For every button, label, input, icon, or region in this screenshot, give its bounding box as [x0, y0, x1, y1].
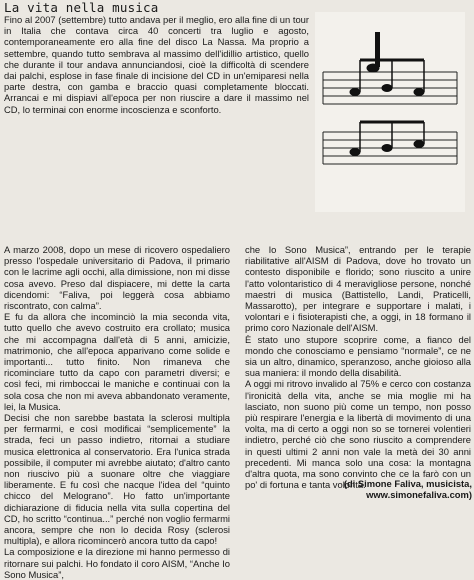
paragraph: La composizione e la direzione mi hanno permesso di ritornare sui palchi. Ho fondato il coro AISM, “Anche Io Sono Musica”,	[4, 546, 230, 580]
paragraph: E fu da allora che incominciò la mia seconda vita, tutto quello che avevo costruito era crollato; musica che mi accompagna dall'età di 5 anni, amicizie, matrimonio, che all'epoca apparivano come solide e importanti... tutto finito. Non rimaneva che ricominciare tutto da capo con parametri diversi; e così feci, mi rimboccai le maniche e continuai con la sola cosa che non mi aveva abbandonato veramente, lei, la Musica.	[4, 311, 230, 412]
paragraph: È stato uno stupore scoprire come, a fianco del mondo che conosciamo e pensiamo “normale”, ce ne sia un altro, dinamico, speranzoso, anche gioioso alla sua maniera: il mondo della disabilità.	[245, 333, 471, 379]
paragraph: Decisi che non sarebbe bastata la sclerosi multipla per fermarmi, e così modificai “semplicemente” la strada, feci un passo indietro, ritornai a studiare musica elettronica al conservatorio. Era l'unica strada possibile, il computer mi avrebbe aiutato; d'altro canto non riuscivo più a suonare oltre che viaggiare liberamente. E fu così che nacque l'idea del “quinto chicco del Melograno”. Ho fatto un'importante dichiarazione di fiducia nella vita sulla copertina del CD, ho scritto “continua...” perché non voglio fermarmi ancora, sempre che non lo decida Rosy (sclerosi multipla), e allora ricomincerò ancora tutto da capo!	[4, 412, 230, 547]
music-notation-icon	[315, 12, 465, 212]
paragraph: A marzo 2008, dopo un mese di ricovero ospedaliero presso l'ospedale universitario di Padova, il primario con le lacrime agli occhi, alla dimissione, non mi disse cosa avevo. Preso dal dispiacere, mi dette la carta dicendomi: “Faliva, poi leggerà cosa abbiamo riscontrato, con calma”.	[4, 244, 230, 312]
intro-paragraph	[4, 14, 309, 115]
paragraph: A oggi mi ritrovo invalido al 75% e cerco con costanza l'ironicità della vita, anche se mia moglie mi ha lasciato, non suono più come un tempo, non posso più respirare l'energia e la libertà di movimento di una volta, ma di certo a oggi non so se tornerei volentieri indietro, perché ciò che sono riuscito a comprendere in questi ultimi 2 anni non vale la metà dei 30 anni precedenti. Mi manca solo una cosa: la montagna d'altra quota, ma sono convinto che ce la farò con un po' di fortuna e tanta volontà.	[245, 378, 471, 491]
author-signature: (di Simone Faliva, musicista, www.simonefaliva.com)	[343, 478, 472, 500]
left-column	[4, 244, 230, 580]
article-title: La vita nella musica	[4, 0, 159, 15]
paragraph: che Io Sono Musica”, entrando per le terapie riabilitative all'AISM di Padova, dove ho trovato un contesto disponibile e florido; sono riuscito a unire l'atto volontaristico di 4 meravigliose persone, nonché maestri di musica (Battistello, Landi, Praticelli, Massarotto), per integrare e supportare i malati, i volontari e i fisioterapisti che, a oggi, in 18 formano il primo coro Nazionale dell'AISM.	[245, 244, 471, 334]
intro-text: Fino al 2007 (settembre) tutto andava per il meglio, ero alla fine di un tour in Italia che contava circa 40 concerti tra luglio e agosto, contemporaneamente ero alla fine del disco La Nassa. Ma proprio a settembre, quando tutto sembrava al massimo dell'idillio artistico, quello che durante il tour andava annunciandosi, cioè la difficoltà di scendere dai palchi, esplose in fase finale di incisione del CD in un'emiparesi nella parte destra, con gamba e braccio quasi completamente bloccati. Arrancai e mi dispiavi all'epoca per non riuscire a dare il massimo nel CD, lo terminai con enorme incoscienza e sconforto.	[4, 14, 309, 115]
right-column	[245, 244, 471, 490]
music-score-image	[315, 12, 465, 212]
